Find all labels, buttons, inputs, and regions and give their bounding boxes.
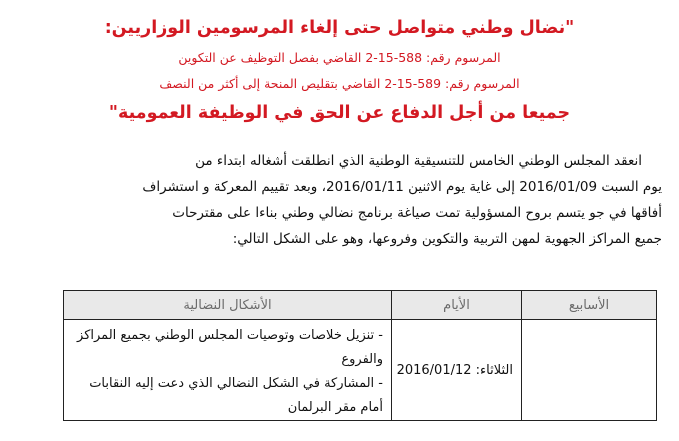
intro-line-1: انعقد المجلس الوطني الخامس للتنسيقية الوطنية الذي انطلقت أشغاله ابتداء من xyxy=(195,153,642,169)
closing-slogan: جميعا من أجل الدفاع عن الحق في الوظيفة العمومية" xyxy=(108,103,571,123)
intro-line-3: أفاقها في جو يتسم بروح المسؤولية تمت صياغة برنامج نضالي وطني بناءا على مقترحات xyxy=(172,205,662,221)
week-cell xyxy=(522,320,657,421)
struggle-program-table xyxy=(63,290,657,421)
forms-cell xyxy=(64,320,392,421)
list-item: - المشاركة في الشكل النضالي الذي دعت إليه النقابات أمام مقر البرلمان xyxy=(70,372,383,420)
header-forms: الأشكال النضالية xyxy=(64,291,392,320)
main-slogan: "نضال وطني متواصل حتى إلغاء المرسومين الوزاريين: xyxy=(104,18,575,38)
decree-588: المرسوم رقم: 588-15-2 القاضي بفصل التوظيف عن التكوين xyxy=(178,50,501,65)
table-row xyxy=(64,320,657,421)
actions-list xyxy=(70,324,383,420)
header-weeks: الأسابيع xyxy=(522,291,657,320)
decree-589: المرسوم رقم: 589-15-2 القاضي بتقليص المنحة إلى أكثر من النصف xyxy=(159,76,520,91)
day-cell: الثلاثاء: 2016/01/12 xyxy=(392,320,522,421)
intro-line-4: جميع المراكز الجهوية لمهن التربية والتكوين وفروعها، وهو على الشكل التالي: xyxy=(232,231,662,247)
header-days: الأيام xyxy=(392,291,522,320)
table-header-row xyxy=(64,291,657,320)
list-item: - تنزيل خلاصات وتوصيات المجلس الوطني بجميع المراكز والفروع xyxy=(70,324,383,372)
intro-line-2: يوم السبت 2016/01/09 إلى غاية يوم الاثنين 2016/01/11، وبعد تقييم المعركة و استشراف xyxy=(142,179,662,195)
